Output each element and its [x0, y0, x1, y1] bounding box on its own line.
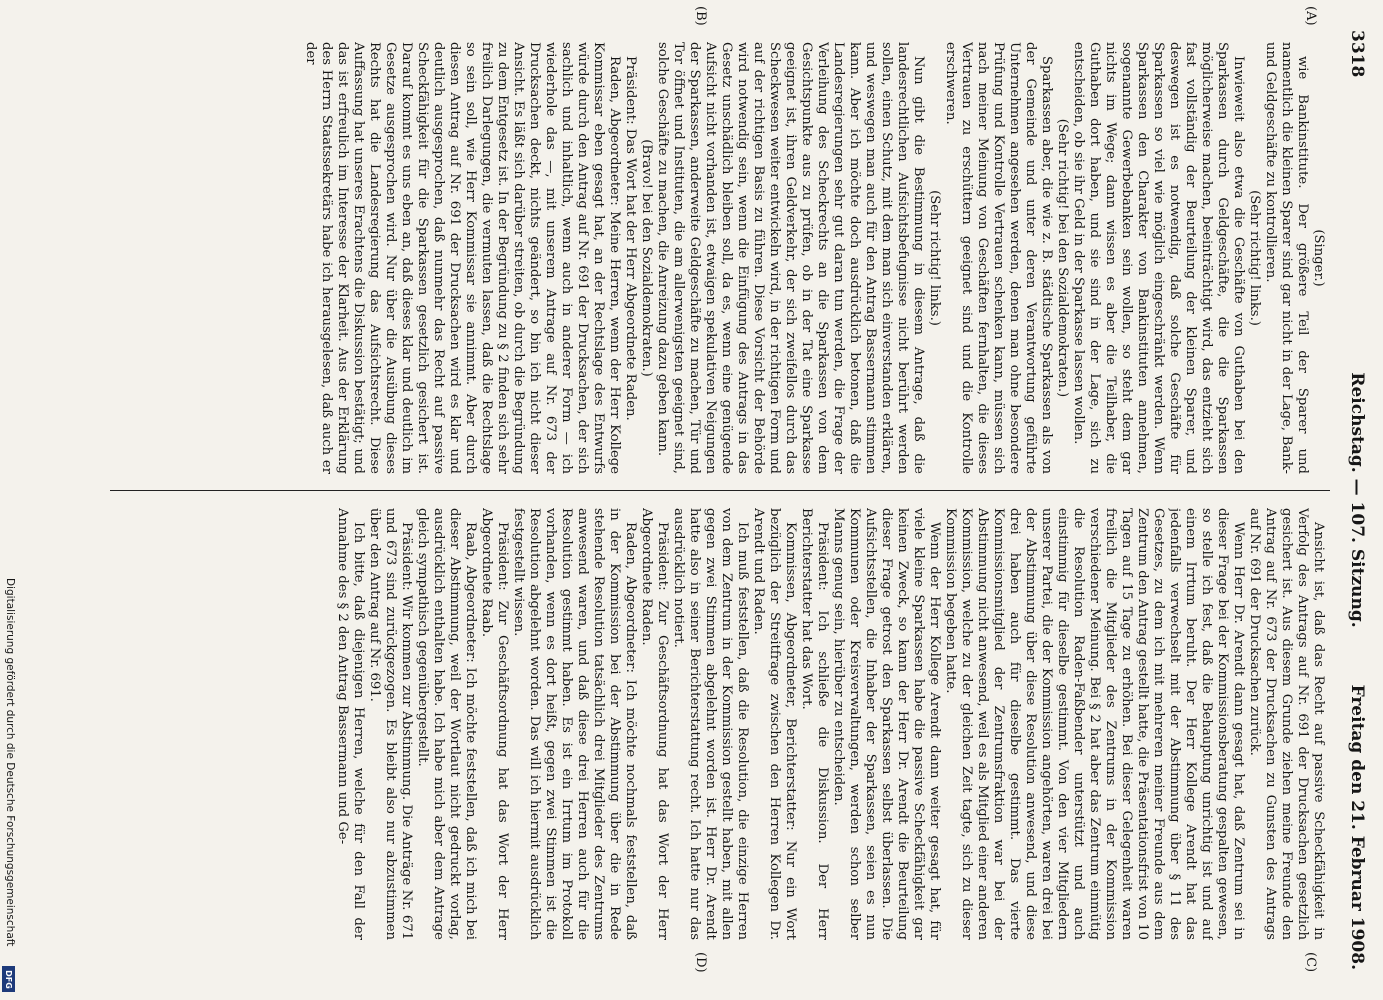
page-header: [1337, 30, 1367, 970]
column-divider: [110, 490, 1330, 491]
page-number: 3318: [1347, 30, 1367, 78]
paragraph: Wenn der Herr Kollege Arendt dann weiter gesagt hat, für viele kleine Sparkassen habe die passive Scheckfähigkeit gar keinen Zweck, so kann der Herr Dr. Arendt die Beurteilung dieser Frage getrost den Sparkassen selbst überlassen. Die Aufsichtsstellen, die Inhaber der Sparkassen, seien es nun Kommunen oder Kreisverwaltungen, werden schon selber Manns genug sein, hierüber zu entscheiden.: [831, 508, 942, 940]
margin-mark-d: (D): [693, 952, 708, 973]
paragraph: Nun gibt die Bestimmung in diesem Antrage, daß die landesrechtlichen Aufsichtsbefugnisse nicht berührt werden sollen, einen Schutz, mit dem man sich einverstanden erklären, und weswegen man auch für den Antrag Bassermann stimmen kann. Aber ich möchte doch ausdrücklich betonen, daß die Landesregierungen sehr gut daran tun werden, die Frage der Verleihung des Scheckrechts an die Sparkassen von dem Gesichtspunkte aus zu prüfen, ob in der Tat eine Sparkasse geeignet ist, ihren Geldverkehr, der sich zweifellos durch das Scheckwesen weiter entwickeln wird, in der richtigen Form und auf der richtigen Basis zu führen. Diese Vorsicht der Behörde wird notwendig sein, wenn die Einfügung des Antrags in das Gesetz unschädlich bleiben soll, da es, wenn eine genügende Aufsicht nicht vorhanden ist, etwaigen spekulativen Neigungen der Sparkassen, anderweite Geldgeschäfte zu machen, Tür und Tor öffnet und Instituten, die am allerwenigsten geeignet sind, solche Geschäfte zu machen, die Anreizung dazu geben kann.: [655, 42, 926, 474]
paragraph: Ansicht ist, daß das Recht auf passive Scheckfähigkeit in Verfolg des Antrags auf Nr. 691 der Drucksachen gesetzlich gesichert ist. Aus diesem Grunde ziehen meine Freunde den Antrag auf Nr. 673 der Drucksachen zu Gunsten des Antrags auf Nr. 691 der Drucksachen zurück.: [1247, 508, 1326, 940]
paragraph: (Sehr richtig! links.): [927, 190, 942, 326]
footer-credit: [2, 578, 16, 988]
paragraph: Raden, Abgeordneter: Ich möchte nochmals feststellen, daß in der Kommission bei der Abstimmung über die in Rede stehende Resolution tatsächlich drei Mitglieder des Zentrums anwesend waren, und daß diese drei Herren auch für die Resolution gestimmt haben. Es ist ein Irrtum im Protokoll vorhanden, wenn es dort heißt, gegen zwei Stimmen ist die Resolution abgelehnt worden. Das will ich hiermit ausdrücklich festgestellt wissen.: [511, 508, 638, 940]
dfg-logo-text: DFG: [4, 969, 14, 989]
paragraph: Präsident: Zur Geschäftsordnung hat das Wort der Herr Abgeordnete Raab.: [479, 508, 510, 940]
margin-mark-a: (A): [1303, 6, 1318, 26]
dfg-logo: [2, 966, 15, 992]
paragraph: Inwieweit also etwa die Geschäfte von Guthaben bei den Sparkassen durch Geldgeschäfte, die die Sparkassen möglicherweise machen, beeinträchtigt wird, das entzieht sich fast vollständig der Beurteilung der kleinen Sparer, und deswegen ist es notwendig, daß solche Geschäfte für Sparkassen so viel wie möglich eingeschränkt werden. Wenn Sparkassen den Charakter von Bankinstituten annehmen, sogenannte Gewerbebanken sein wollen, so steht dem gar nichts im Wege; dann wissen es aber die Teilhaber, die Guthaben dort haben, und sie sind in der Lage, sich zu entscheiden, ob sie ihr Geld in der Sparkasse lassen wollen.: [1071, 42, 1246, 474]
rotated-page: [70, 0, 1370, 1000]
paragraph: Raden, Abgeordneter: Meine Herren, wenn der Herr Kollege Kommissar eben gesagt hat, an der Rechtslage des Entwurfs würde durch den Antrag auf Nr. 691 der Drucksachen, der sich sachlich und inhaltlich, wenn auch in anderer Form — ich wiederhole das —, mit unserem Antrage auf Nr. 673 der Drucksachen deckt, nichts geändert, so bin ich nicht dieser Ansicht. Es läßt sich darüber streiten, ob durch die Begründung zu dem Entgesetz ist. In der Begründung zu § 2 finden sich sehr freilich Darlegungen, die vermuten lassen, daß die Rechtslage so sein soll, wie Herr Kommissar sie annimmt. Aber durch diesen Antrag auf Nr. 691 der Drucksachen wird es klar und deutlich ausgesprochen, daß nunmehr das Recht auf passive Scheckfähigkeit für die Sparkassen gesetzlich gesichert ist. Darauf kommt es uns eben an, daß dieses klar und deutlich im Gesetze ausgesprochen wird. Nur über die Ausübung dieses Rechts hat die Landesregierung das Aufsichtsrecht. Diese Auffassung hat unseres Erachtens die Diskussion bestätigt; und das ist erfreulich im Interesse der Klarheit. Aus der Erklärung des Herrn Staatssekretärs habe ich herausgelesen, daß auch er der: [303, 42, 622, 474]
margin-mark-c: (C): [1303, 952, 1318, 973]
paragraph: (Singer.): [1311, 229, 1326, 287]
paragraph: Ich bitte, daß diejenigen Herren, welche für den Fall der Annahme des § 2 den Antrag Bassermann und Ge-: [335, 508, 366, 940]
paragraph: Präsident: Ich schließe die Diskussion. Der Herr Berichterstatter hat das Wort.: [799, 508, 830, 940]
paragraph: Präsident: Zur Geschäftsordnung hat das Wort der Herr Abgeordnete Raden.: [639, 508, 670, 940]
text-column-right: [116, 508, 1326, 940]
paragraph: (Bravo! bei den Sozialdemokraten.): [639, 139, 654, 377]
paragraph: (Sehr richtig! links.): [1247, 190, 1262, 326]
paragraph: Sparkassen aber, die wie z. B. städtische Sparkassen als von der Gemeinde und unter deren Verantwortung geführte Unternehmen angesehen werden, denen man ohne besondere Prüfung und Kontrolle Vertrauen schenken kann, müssen sich nach meiner Meinung von Geschäften fernhalten, die dieses Vertrauen zu erschüttern geeignet sind und die Kontrolle erschweren.: [943, 42, 1054, 474]
footer-text: Digitalisierung gefördert durch die Deutsche Forschungsgemeinschaft: [4, 578, 16, 947]
paragraph: Präsident: Wir kommen zur Abstimmung. Die Anträge Nr. 671 und 673 sind zurückgezogen. Es bleibt also nur abzustimmen über den Antrag auf Nr. 691.: [367, 508, 414, 940]
paragraph: (Sehr richtig! bei den Sozialdemokraten.): [1055, 118, 1070, 398]
paragraph: Wenn Herr Dr. Arendt dann gesagt hat, daß Zentrum sei in dieser Frage bei der Kommissionsberatung gespalten gewesen, so stelle ich fest, daß die Behauptung unrichtig ist und auf einem Irrtum beruht. Der Herr Kollege Arendt hat das jedenfalls verwechselt mit der Abstimmung über § 11 des Gesetzes, zu dem ich mit mehreren meiner Freunde aus dem Zentrum den Antrag gestellt hatte, die Präsentationsfrist von 10 Tagen auf 15 Tage zu erhöhen. Bei dieser Gelegenheit waren freilich die Mitglieder des Zentrums in der Kommission verschiedener Meinung. Bei § 2 hat aber das Zentrum einmütig die Resolution Raden-Faßbender unterstützt und auch einstimmig für dieselbe gestimmt. Von den vier Mitgliedern unserer Partei, die der Kommission angehörten, waren drei bei der Abstimmung über diese Resolution anwesend, und diese drei haben auch für dieselbe gestimmt. Das vierte Kommissionsmitglied der Zentrumsfraktion war bei der Abstimmung nicht anwesend, weil es als Mitglied einer anderen Kommission, welche zu der gleichen Zeit tagte, sich zu dieser Kommission begeben hatte.: [943, 508, 1246, 940]
page-title: Reichstag. — 107. Sitzung.: [1347, 372, 1367, 628]
paragraph: wie Bankinstitute. Der größere Teil der Sparer und namentlich die kleinen Sparer sind gar nicht in der Lage, Bank- und Geldgeschäfte zu kontrollieren.: [1263, 42, 1310, 474]
page-date: Freitag den 21. Februar 1908.: [1347, 684, 1367, 970]
margin-mark-b: (B): [693, 6, 708, 26]
text-column-left: [116, 42, 1326, 474]
paragraph: Raab, Abgeordneter: Ich möchte feststellen, daß ich mich bei dieser Abstimmung, weil der Wortlaut nicht gedruckt vorlag, ausdrücklich enthalten habe. Ich habe mich aber dem Antrage gleich sympathisch gegenübergestellt.: [415, 508, 478, 940]
paragraph: Präsident: Das Wort hat der Herr Abgeordnete Raden.: [623, 56, 638, 421]
paragraph: Ich muß feststellen, daß die Resolution, die einzige Herren von dem Zentrum in der Kommission gestellt haben, mit allen gegen zwei Stimmen abgelehnt worden ist. Herr Dr. Arendt hatte also in seiner Berichterstattung recht. Ich hatte nur das ausdrücklich notiert.: [671, 508, 750, 940]
paragraph: Kommissen, Abgeordneter, Berichterstatter: Nur ein Wort bezüglich der Streitfrage zwischen den Herren Kollegen Dr. Arendt und Raden.: [751, 508, 798, 940]
